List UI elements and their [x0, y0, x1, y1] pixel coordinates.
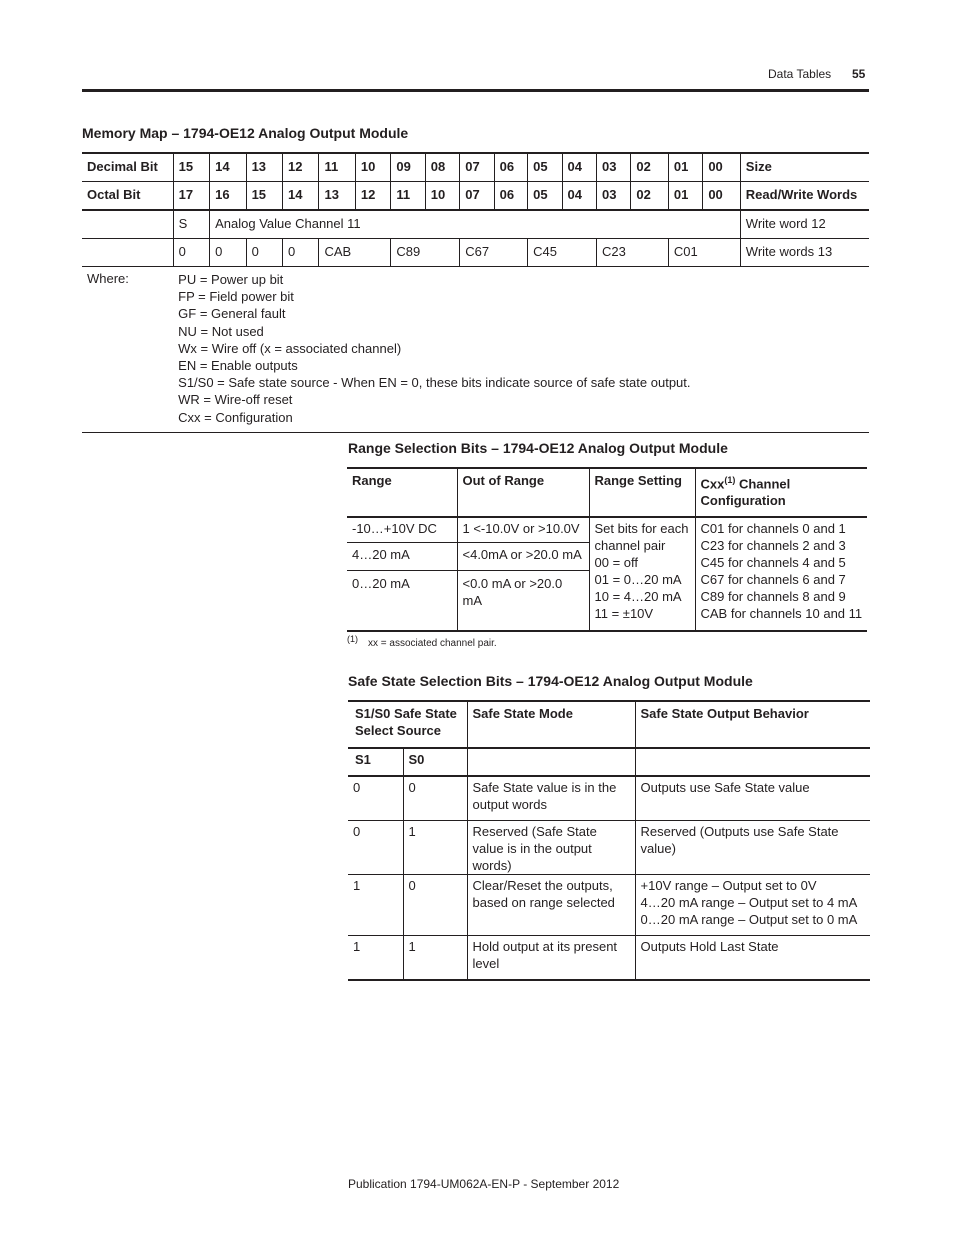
table-cell: Reserved (Safe State value is in the output words) — [467, 821, 635, 875]
table-cell: Write words 13 — [740, 239, 869, 267]
legend-item: Wx = Wire off (x = associated channel) — [178, 340, 402, 356]
table-cell: 02 — [631, 182, 668, 211]
channel-config-cell — [695, 517, 867, 631]
text-line: 4…20 mA range – Output set to 4 mA — [640, 895, 858, 910]
text-line: C23 for channels 2 and 3 — [700, 538, 846, 553]
table-cell: 02 — [631, 153, 668, 182]
table-cell: <4.0mA or >20.0 mA — [457, 543, 589, 571]
legend-item: PU = Power up bit — [178, 272, 284, 287]
text-line: C01 for channels 0 and 1 — [700, 521, 846, 536]
table-cell: 11 — [391, 182, 425, 211]
table-cell: 07 — [460, 182, 494, 211]
table-row — [347, 517, 867, 543]
legend-item: Cxx = Configuration — [178, 409, 293, 425]
table-cell: 10 — [355, 153, 390, 182]
table-cell: 03 — [596, 153, 630, 182]
text-line: Outputs Hold Last State — [640, 939, 779, 954]
legend-item: GF = General fault — [178, 306, 286, 322]
table-row — [348, 936, 870, 981]
table-cell: 04 — [562, 182, 596, 211]
legend-cell — [173, 267, 869, 433]
write-word-12-row — [82, 210, 869, 239]
legend-item: FP = Field power bit — [178, 289, 294, 305]
table-row — [348, 821, 870, 875]
table-cell: C89 — [391, 239, 460, 267]
legend-item: WR = Wire-off reset — [178, 392, 293, 408]
table-cell: 04 — [562, 153, 596, 182]
text-line: 0…20 mA range – Output set to 0 mA — [640, 912, 858, 927]
table-cell: S — [173, 210, 209, 239]
table-cell — [635, 875, 870, 936]
table-cell: Decimal Bit — [82, 153, 173, 182]
table-cell: 13 — [319, 182, 355, 211]
table-cell: 4…20 mA — [347, 543, 457, 571]
header-channel-config — [695, 468, 867, 517]
write-word-13-row — [82, 239, 869, 267]
range-header-row — [347, 468, 867, 517]
table-cell: Octal Bit — [82, 182, 173, 211]
table-cell: 16 — [210, 182, 246, 211]
legend-list — [178, 268, 864, 432]
header-source: S1/S0 Safe State Select Source — [348, 701, 467, 748]
range-selection-table — [347, 467, 867, 632]
text-line: C67 for channels 6 and 7 — [700, 572, 846, 587]
table-cell: 0 — [348, 776, 403, 821]
table-cell — [635, 776, 870, 821]
header-mode: Safe State Mode — [467, 701, 635, 748]
table-cell: 1 — [403, 821, 467, 875]
table-cell: C45 — [528, 239, 597, 267]
text-line: channel pair — [594, 538, 666, 553]
text-line: C89 for channels 8 and 9 — [700, 589, 846, 604]
table-row — [348, 875, 870, 936]
table-cell: 0 — [403, 776, 467, 821]
table-cell: 05 — [528, 182, 562, 211]
text-line: 11 = ±10V — [594, 606, 654, 621]
table-cell: 14 — [210, 153, 246, 182]
table-cell: Clear/Reset the outputs, based on range selected — [467, 875, 635, 936]
table-cell: 17 — [173, 182, 209, 211]
safe-state-subheader-row — [348, 748, 870, 776]
table-cell: 06 — [494, 182, 527, 211]
table-cell: 12 — [355, 182, 390, 211]
table-row — [348, 776, 870, 821]
text-line: 10 = 4…20 mA — [594, 589, 682, 604]
footnote-ref: (1) — [724, 475, 736, 485]
legend-item: EN = Enable outputs — [178, 358, 298, 374]
table-cell: 14 — [283, 182, 319, 211]
table-cell: Size — [740, 153, 869, 182]
memory-map-table — [82, 152, 869, 433]
safe-state-caption: Safe State Selection Bits – 1794-OE12 Analog Output Module — [348, 673, 753, 689]
footnote-text: xx = associated channel pair. — [368, 638, 497, 649]
text-line: 00 = off — [594, 555, 638, 570]
table-cell: 01 — [668, 182, 702, 211]
safe-state-table — [348, 700, 870, 981]
table-cell: -10…+10V DC — [347, 517, 457, 543]
table-cell: 07 — [460, 153, 494, 182]
table-cell: <0.0 mA or >20.0 mA — [457, 571, 589, 632]
text-line: +10V range – Output set to 0V — [640, 878, 817, 893]
table-cell: C67 — [460, 239, 528, 267]
table-cell: 09 — [391, 153, 425, 182]
table-cell — [635, 821, 870, 875]
table-cell: 12 — [283, 153, 319, 182]
header-out-of-range: Out of Range — [457, 468, 589, 517]
publication-footer: Publication 1794-UM062A-EN-P - September 2012 — [348, 1177, 620, 1191]
header-range-setting: Range Setting — [589, 468, 695, 517]
table-cell: 0 — [246, 239, 282, 267]
table-cell: 1 <-10.0V or >10.0V — [457, 517, 589, 543]
table-cell — [82, 210, 173, 239]
table-cell — [635, 936, 870, 981]
table-cell: 13 — [246, 153, 282, 182]
cxx-rest: Channel Configuration — [700, 476, 791, 509]
table-cell — [82, 239, 173, 267]
range-setting-cell — [589, 517, 695, 631]
text-line: C45 for channels 4 and 5 — [700, 555, 846, 570]
octal-bit-row — [82, 182, 869, 211]
header-range: Range — [347, 468, 457, 517]
header-s0: S0 — [403, 748, 467, 776]
table-cell: 08 — [425, 153, 459, 182]
where-label: Where: — [82, 267, 173, 433]
cxx-prefix: Cxx — [700, 476, 725, 492]
table-cell: 0 — [210, 239, 246, 267]
table-cell: 0 — [403, 875, 467, 936]
table-cell: 00 — [703, 153, 740, 182]
header-s1: S1 — [348, 748, 403, 776]
legend-item: S1/S0 = Safe state source - When EN = 0, these bits indicate source of safe state output. — [178, 375, 691, 391]
table-cell: 1 — [403, 936, 467, 981]
table-cell: Hold output at its present level — [467, 936, 635, 981]
table-cell — [635, 748, 870, 776]
table-cell: Read/Write Words — [740, 182, 869, 211]
table-cell: 15 — [246, 182, 282, 211]
range-selection-caption: Range Selection Bits – 1794-OE12 Analog Output Module — [348, 440, 728, 456]
table-cell: 0 — [283, 239, 319, 267]
decimal-bit-row — [82, 153, 869, 182]
table-cell: 01 — [668, 153, 702, 182]
table-cell: C23 — [596, 239, 668, 267]
table-cell: 0 — [348, 821, 403, 875]
header-behavior: Safe State Output Behavior — [635, 701, 870, 748]
table-cell: 1 — [348, 936, 403, 981]
page-number: 55 — [852, 67, 866, 81]
table-cell: 0…20 mA — [347, 571, 457, 632]
table-cell: 10 — [425, 182, 459, 211]
text-line: 01 = 0…20 mA — [594, 572, 682, 587]
header-rule — [82, 89, 869, 92]
table-cell: 00 — [703, 182, 740, 211]
running-header-section: Data Tables — [768, 67, 832, 81]
text-line: Outputs use Safe State value — [640, 780, 810, 795]
text-line: CAB for channels 10 and 11 — [700, 606, 863, 621]
table-cell: 15 — [173, 153, 209, 182]
table-cell: C01 — [668, 239, 740, 267]
table-cell: 0 — [173, 239, 209, 267]
text-line: Set bits for each — [594, 521, 689, 536]
table-cell: 05 — [528, 153, 562, 182]
footnote-mark: (1) — [347, 634, 358, 644]
table-cell: Safe State value is in the output words — [467, 776, 635, 821]
text-line: Reserved (Outputs use Safe State value) — [640, 824, 839, 856]
table-cell: CAB — [319, 239, 391, 267]
table-cell: 03 — [596, 182, 630, 211]
table-cell — [467, 748, 635, 776]
safe-state-header-row — [348, 701, 870, 748]
table-cell: 06 — [494, 153, 527, 182]
legend-row — [82, 267, 869, 433]
table-cell: Write word 12 — [740, 210, 869, 239]
memory-map-caption: Memory Map – 1794-OE12 Analog Output Module — [82, 125, 409, 141]
table-cell: 1 — [348, 875, 403, 936]
table-cell: Analog Value Channel 11 — [210, 210, 741, 239]
legend-item: NU = Not used — [178, 323, 264, 339]
table-cell: 11 — [319, 153, 355, 182]
